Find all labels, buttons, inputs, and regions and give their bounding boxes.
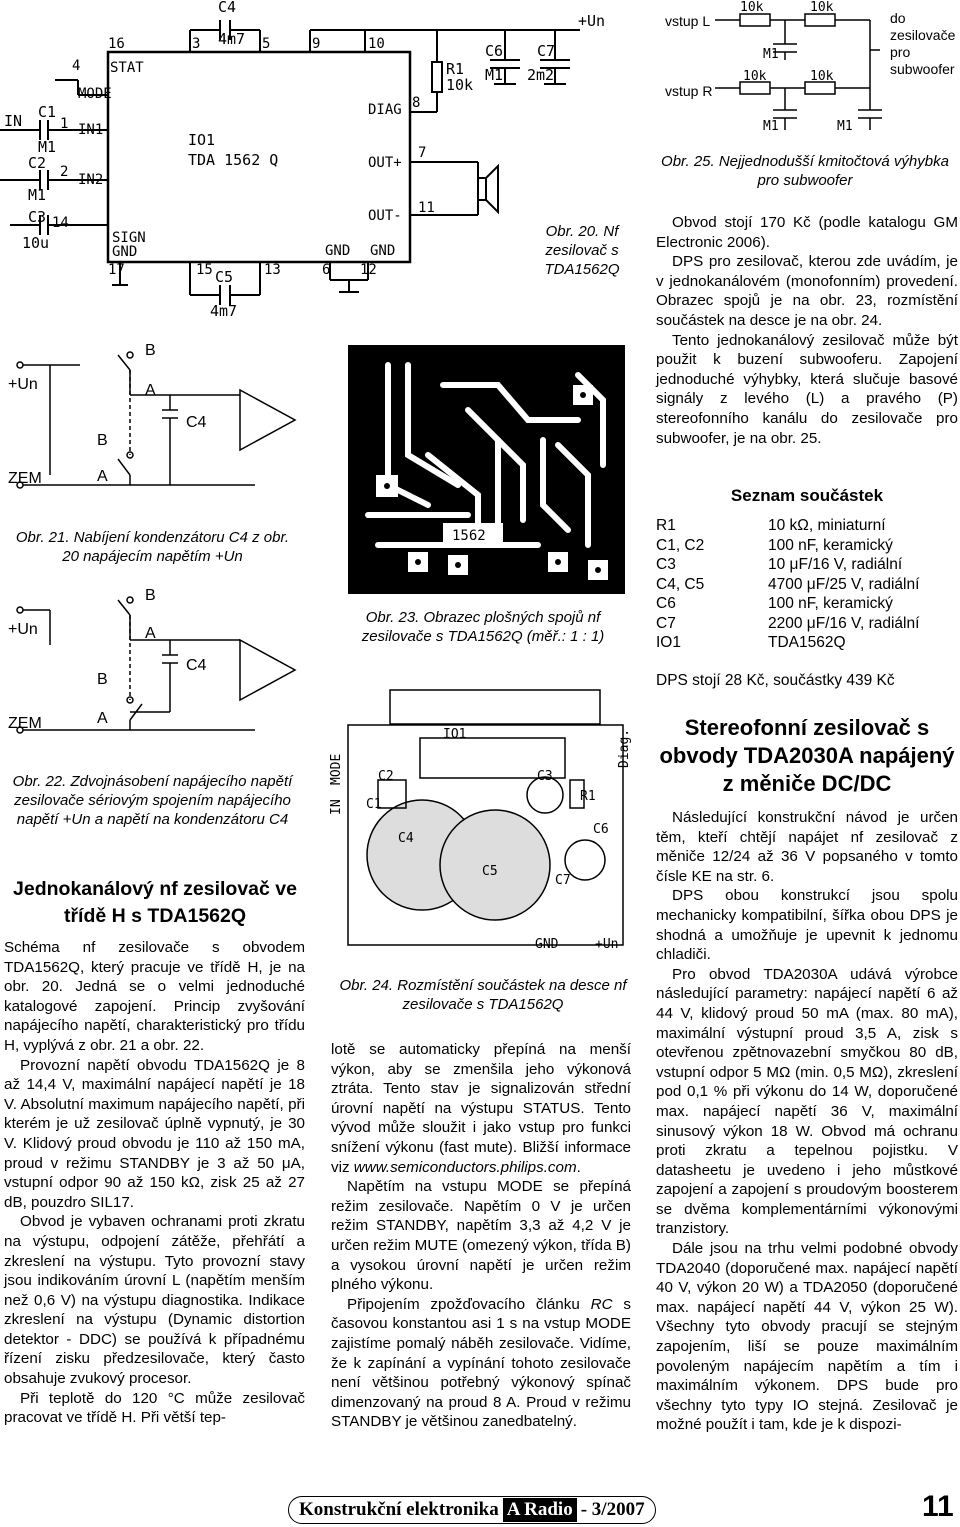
fig25-caption: Obr. 25. Nejjednodušší kmitočtová výhybka pro subwoofer <box>661 153 949 189</box>
fig23-pcb <box>348 345 625 594</box>
svg-text:ZEM: ZEM <box>8 470 42 487</box>
parts-list <box>656 516 958 653</box>
svg-text:R1: R1 <box>446 60 465 78</box>
svg-text:+Un: +Un <box>595 937 619 952</box>
svg-text:C6: C6 <box>593 822 609 837</box>
fig24-component-layout <box>330 690 640 955</box>
svg-text:M1: M1 <box>485 66 504 84</box>
fig21-caption: Obr. 21. Nabíjení kondenzátoru C4 z obr. 20 napájecím napětím +Un <box>15 529 290 565</box>
pcb-label: 1562 <box>452 528 486 544</box>
svg-text:C2: C2 <box>378 769 394 784</box>
svg-text:GND: GND <box>370 243 396 259</box>
svg-text:8: 8 <box>412 95 421 111</box>
svg-text:16: 16 <box>108 36 125 52</box>
svg-text:GND: GND <box>112 244 138 260</box>
svg-text:2: 2 <box>60 164 69 180</box>
fig20-ic-type: TDA 1562 Q <box>188 151 279 169</box>
fig20-in-label: IN <box>4 112 23 130</box>
svg-text:A: A <box>145 625 156 642</box>
svg-text:GND: GND <box>535 937 559 952</box>
svg-text:10k: 10k <box>810 69 834 84</box>
svg-text:M1: M1 <box>837 119 853 134</box>
svg-text:C5: C5 <box>482 864 498 879</box>
svg-text:C5: C5 <box>215 268 234 286</box>
svg-text:OUT+: OUT+ <box>368 155 402 171</box>
pin-4-label: 4 <box>72 58 81 74</box>
svg-text:15: 15 <box>196 262 213 278</box>
svg-text:IN1: IN1 <box>78 122 104 138</box>
svg-text:14: 14 <box>52 215 69 231</box>
svg-text:B: B <box>145 587 156 604</box>
parts-row: IO1 TDA1562Q <box>656 634 846 651</box>
parts-row: C3 10 μF/16 V, radiální <box>656 556 903 573</box>
svg-text:C6: C6 <box>485 42 504 60</box>
parts-row: C1, C2 100 nF, keramický <box>656 536 893 554</box>
svg-text:10k: 10k <box>810 0 834 15</box>
svg-text:3: 3 <box>192 36 201 52</box>
svg-text:DIAG: DIAG <box>368 102 402 118</box>
fig21-schematic <box>0 335 300 495</box>
svg-text:9: 9 <box>312 36 321 52</box>
page-number: 11 <box>922 1490 954 1523</box>
svg-text:A: A <box>145 382 156 399</box>
svg-text:2m2: 2m2 <box>527 66 555 84</box>
article1-column1: Schéma nf zesilovače s obvodem TDA1562Q, který pracuje ve třídě H, je na obr. 20. Jedná se o velmi jednoduché katalogové zapojení. Princip zvyšování napájecího napětí, charakteristický pro třídu H, vyplývá z obr. 21 a obr. 22. Provozní napětí obvodu TDA1562Q je 8 až 14,4 V, maximální napájecí napětí je 18 V. Absolutní maximum napájecího napětí, při kterém je už zesilovač úplně vypnutý, je 30 V. Klidový proud obvodu je 110 až 150 mA, proud v režimu STANDBY je 3 až 50 μA, vstupní odpor 90 až 150 kΩ, zisk 25 až 27 dB, pouzdro SIL17. Obvod je vybaven ochranami proti zkratu na výstupu, odpojení zátěže, přehřátí a zkreslení na výstupu. Tyto provozní stavy jsou indikováním úrovní L (napětím menším než 0,6 V) na výstupu diagnostika. Indikace zkreslení na výstupu (Dynamic distortion detektor - DDC) se používá k případnému řízení zisku předzesilovače, který často obsahuje zvukový procesor. Při teplotě do 120 °C může zesilovač pracovat ve třídě H. Při větší tep- <box>4 939 305 1427</box>
fig20-ic-name: IO1 <box>188 131 216 149</box>
svg-text:C3: C3 <box>537 769 553 784</box>
parts-row: C6 100 nF, keramický <box>656 595 893 612</box>
article1-title: Jednokanálový nf zesilovač ve třídě H s TDA1562Q <box>13 878 297 927</box>
svg-text:C4: C4 <box>186 657 207 674</box>
svg-text:M1: M1 <box>763 119 779 134</box>
svg-text:5: 5 <box>262 36 271 52</box>
svg-text:R1: R1 <box>580 789 596 804</box>
svg-text:ZEM: ZEM <box>8 715 42 732</box>
svg-text:A: A <box>97 468 108 485</box>
svg-text:MODE: MODE <box>329 753 344 785</box>
fig22-caption: Obr. 22. Zdvojnásobení napájecího napětí zesilovače sériovým spojením napájecího napětí +Un a napětí na kondenzátoru C4 <box>12 773 293 828</box>
svg-text:C7: C7 <box>537 42 556 60</box>
svg-text:12: 12 <box>360 262 377 278</box>
svg-text:10k: 10k <box>743 69 767 84</box>
svg-text:Diag.: Diag. <box>617 728 632 768</box>
fig25-output-label: do zesilovače pro subwoofer <box>890 10 956 77</box>
svg-text:6: 6 <box>322 262 331 278</box>
svg-text:M1: M1 <box>38 138 57 156</box>
svg-text:4m7: 4m7 <box>210 302 238 320</box>
svg-text:IN: IN <box>329 799 344 815</box>
parts-row: C7 2200 μF/16 V, radiální <box>656 614 920 632</box>
article2-body: Následující konstrukční návod je určen těm, kteří chtějí napájet nf zesilovač z měniče 12/24 až 36 V popsaného v tomto čísle KE na str. 6. DPS obou konstrukcí jsou spolu mechanicky kompatibilní, šířka obou DPS je shodná a umožňuje je upevnit k jednomu chladiči. Pro obvod TDA2030A udává výrobce následující parametry: napájecí napětí 6 až 44 V, klidový proud 50 mA (max. 80 mA), maximální výstupní proud 3,5 A, zisk s otevřenou zpětnovazební smyčkou 80 dB, vstupní odpor 5 MΩ (min. 0,5 MΩ), zkreslení pod 0,1 % při výkonu do 14 W, doporučené max. napájecí napětí 36 V, maximální sinusový výkon 18 W. Obvod má ochranu proti zkratu a tepelnou pojistku. V datasheetu je uvedeno i jeho můstkové zapojení a zapojení s proudovým boosterem se dvěma komplementárními výkonovými tranzistory. Dále jsou na trhu velmi podobné obvody TDA2040 (doporučené max. napájecí napětí 40 V, výkon 20 W) a TDA2050 (doporučené max. napájecí napětí 44 V, výkon 25 W). Všechny tyto obvody pracují se stejným zapojením, liší se pouze maximálním povoleným napájecím napětím a tím i maximálním výkonem. DPS bude pro všechny tyto typy IO stejná. Zesilovač je možné použít i tam, kde je k dispozi- <box>656 809 958 1434</box>
svg-text:C4: C4 <box>218 0 237 16</box>
parts-row: C4, C5 4700 μF/25 V, radiální <box>656 575 920 593</box>
svg-text:+Un: +Un <box>8 621 38 638</box>
svg-text:13: 13 <box>264 262 281 278</box>
svg-text:4m7: 4m7 <box>218 30 246 48</box>
svg-text:10: 10 <box>368 36 385 52</box>
svg-text:MODE: MODE <box>78 86 112 102</box>
svg-text:10k: 10k <box>740 0 764 15</box>
svg-text:+Un: +Un <box>578 12 606 30</box>
svg-text:IO1: IO1 <box>443 727 467 742</box>
svg-text:C3: C3 <box>28 208 47 226</box>
svg-text:IN2: IN2 <box>78 172 104 188</box>
svg-text:SIGN: SIGN <box>112 230 146 246</box>
svg-text:B: B <box>97 432 108 449</box>
svg-text:C2: C2 <box>28 154 47 172</box>
article1-column3: Obvod stojí 170 Kč (podle katalogu GM Electronic 2006). DPS pro zesilovač, kterou zde uvádím, je v jednokanálovém (monofonním) provedení. Obrazec spojů je na obr. 23, rozmístění součástek na desce je na obr. 24. Tento jednokanálový zesilovač může být použit k buzení subwooferu. Zapojení jednoduché výhybky, která slučuje basové signály z levého (L) a pravého (P) stereofonního kanálu do zesilovače pro subwoofer, je na obr. 25. <box>656 214 958 447</box>
svg-text:1: 1 <box>60 116 69 132</box>
svg-text:GND: GND <box>325 243 351 259</box>
article2-title: Stereofonní zesilovač s obvody TDA2030A napájený z měniče DC/DC <box>659 715 955 796</box>
svg-text:vstup R: vstup R <box>665 83 713 99</box>
article1-column2: lotě se automaticky přepíná na menší výkon, aby se zmenšila jeho výkonová ztráta. Tento stav je signalizován střední úrovní napětí na výstupu STATUS. Tento vývod může sloužit i jako vstup pro funkci snížení výkonu (fast mute). Bližší informace viz www.semiconductors.philips.com. Napětím na vstupu MODE se přepíná režim zesilovače. Napětím 0 V je určen režim STANDBY, napětím 3,3 až 4,2 V je určen režim MUTE (omezený výkon, třída B) a vysokou úrovní napětí je určen režim plného výkonu. Připojením zpožďovacího článku RC s časovou konstantou asi 1 s na vstup MODE zajistíme pomalý náběh zesilovače. Vidíme, že k zapínání a vypínání tohoto zesilovače není většinou potřebný výkonový spínač dimenzovaný na proud 8 A. Proud v režimu STANDBY je většinou zanedbatelný. <box>331 1041 631 1431</box>
svg-text:M1: M1 <box>763 47 779 62</box>
svg-text:OUT-: OUT- <box>368 208 402 224</box>
svg-text:M1: M1 <box>28 186 47 204</box>
svg-text:17: 17 <box>108 262 125 278</box>
svg-text:A: A <box>97 710 108 727</box>
svg-text:11: 11 <box>418 200 435 216</box>
fig20-caption: Obr. 20. Nf zesilovač s TDA1562Q <box>544 223 620 278</box>
price-note: DPS stojí 28 Kč, součástky 439 Kč <box>656 672 895 689</box>
svg-text:vstup L: vstup L <box>665 13 711 29</box>
parts-row: R1 10 kΩ, miniaturní <box>656 517 886 534</box>
fig24-caption: Obr. 24. Rozmístění součástek na desce nf zesilovače s TDA1562Q <box>339 977 627 1013</box>
fig23-caption: Obr. 23. Obrazec plošných spojů nf zesilovače s TDA1562Q (měř.: 1 : 1) <box>361 609 605 645</box>
svg-text:C4: C4 <box>398 831 414 846</box>
svg-text:C1: C1 <box>366 797 382 812</box>
link-text: www.semiconductors.philips.com <box>353 1158 577 1176</box>
svg-text:B: B <box>145 342 156 359</box>
svg-text:B: B <box>97 671 108 688</box>
svg-text:+Un: +Un <box>8 376 38 393</box>
svg-text:STAT: STAT <box>110 60 144 76</box>
svg-text:10u: 10u <box>22 234 50 252</box>
fig20-schematic <box>0 0 640 330</box>
svg-text:C7: C7 <box>555 873 571 888</box>
svg-text:C1: C1 <box>38 103 57 121</box>
parts-list-title: Seznam součástek <box>730 486 884 505</box>
svg-text:10k: 10k <box>446 76 474 94</box>
svg-text:C4: C4 <box>186 414 207 431</box>
svg-text:7: 7 <box>418 145 427 161</box>
fig22-schematic <box>0 580 300 740</box>
footer-publication: Konstrukční elektronika A Radio - 3/2007 <box>288 1496 656 1524</box>
